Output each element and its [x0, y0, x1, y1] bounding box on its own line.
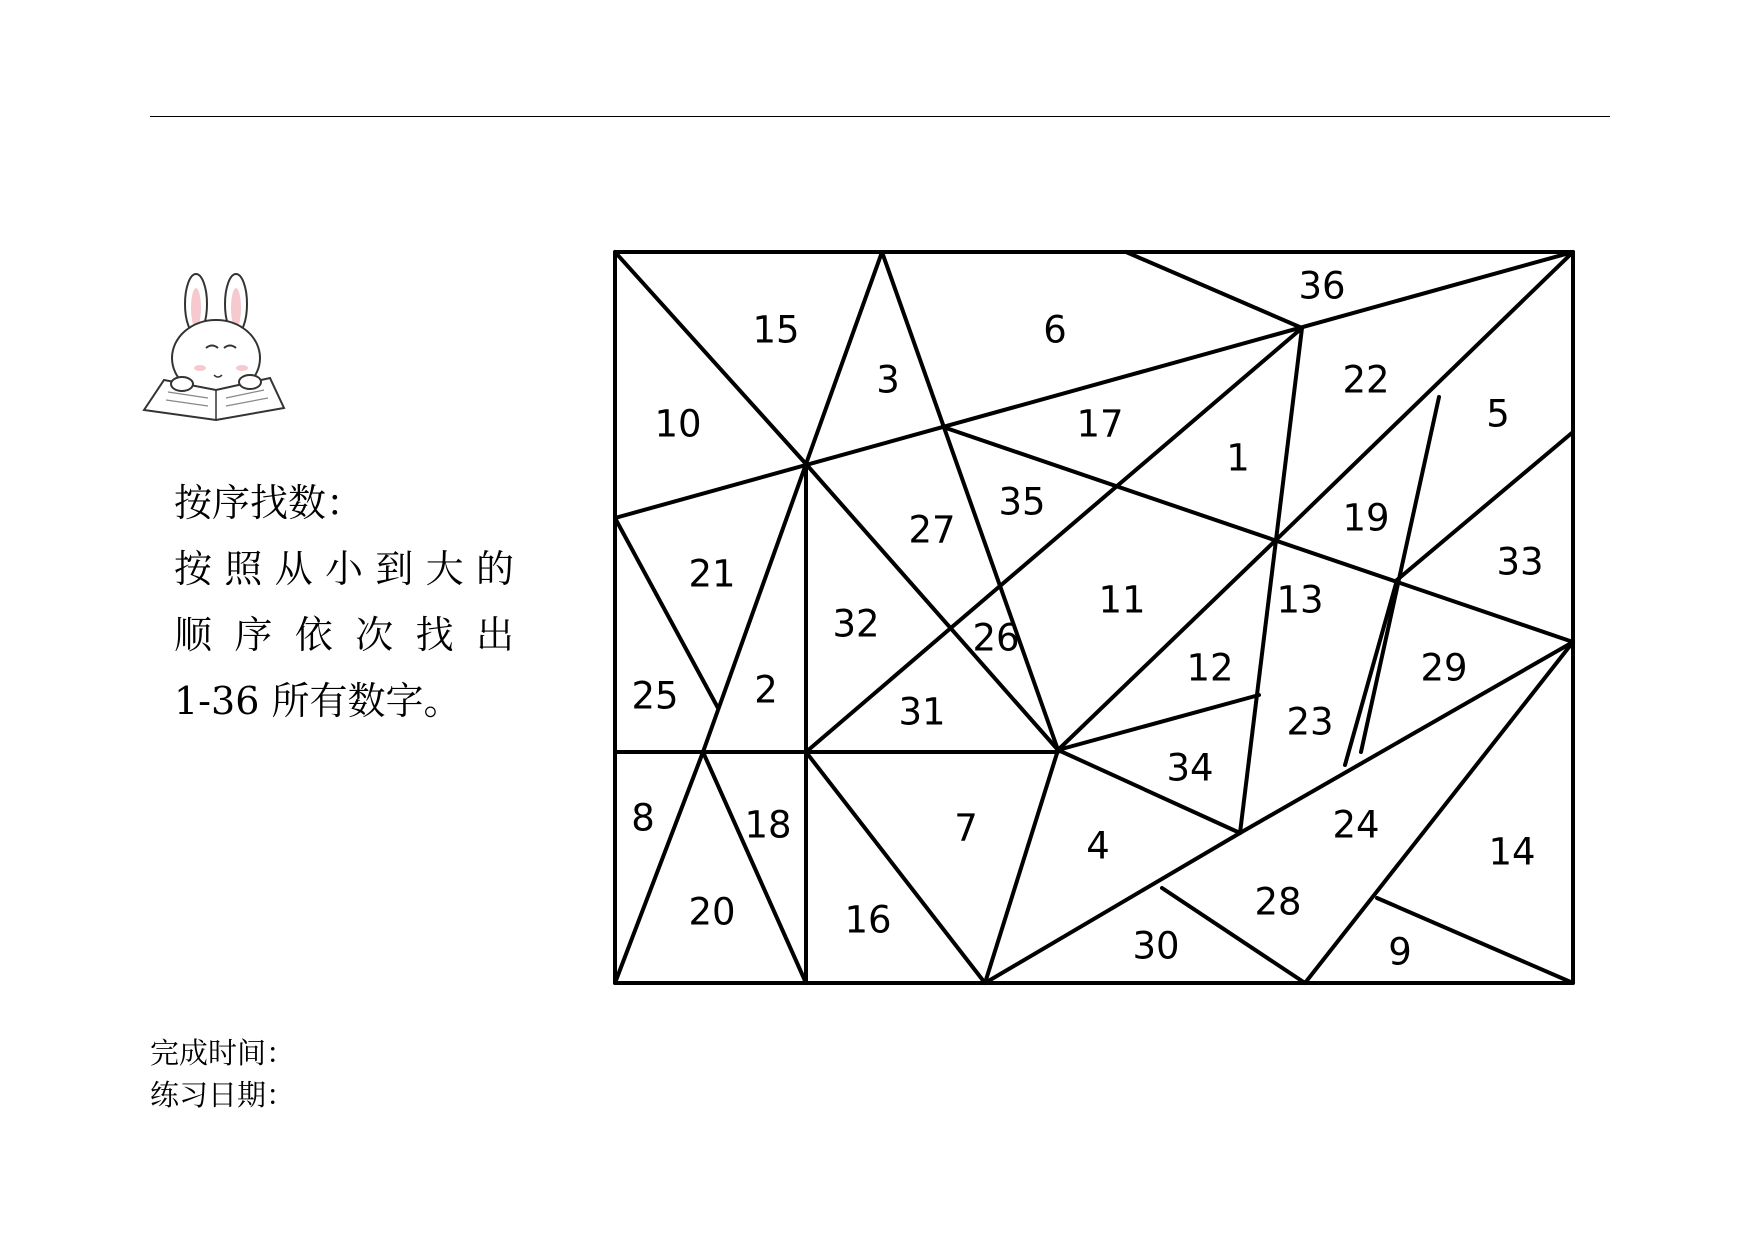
header-rule [150, 116, 1610, 117]
puzzle-number: 9 [1388, 930, 1412, 974]
puzzle-number: 18 [744, 803, 792, 847]
bunny-reading-icon [138, 262, 298, 427]
puzzle-lines [615, 252, 1573, 983]
puzzle-number: 31 [898, 690, 946, 734]
instructions-title: 按序找数： [174, 481, 365, 525]
footer [150, 1032, 295, 1116]
puzzle-number: 14 [1488, 830, 1536, 874]
puzzle-number: 34 [1166, 746, 1214, 790]
puzzle-numbers [631, 265, 1543, 974]
puzzle-number: 3 [876, 358, 900, 402]
puzzle-number: 29 [1420, 646, 1468, 690]
instructions-line: 顺序依次找出 [174, 613, 514, 657]
completion-time-label: 完成时间： [150, 1036, 296, 1070]
puzzle-number: 20 [688, 890, 736, 934]
puzzle-number: 35 [998, 480, 1046, 524]
puzzle-number: 13 [1276, 578, 1324, 622]
puzzle-number: 12 [1186, 646, 1234, 690]
puzzle-number: 23 [1286, 700, 1334, 744]
puzzle-number: 4 [1086, 824, 1110, 868]
puzzle-number: 25 [631, 674, 679, 718]
puzzle-number: 26 [972, 616, 1020, 660]
instructions-line: 1-36 所有数字。 [174, 679, 462, 723]
puzzle-number: 17 [1076, 402, 1124, 446]
puzzle-number: 24 [1332, 803, 1380, 847]
puzzle-number: 5 [1486, 392, 1510, 436]
puzzle-number: 1 [1226, 436, 1250, 480]
puzzle-number: 7 [954, 806, 978, 850]
puzzle-number: 32 [832, 602, 880, 646]
puzzle-number: 8 [631, 796, 655, 840]
puzzle-number: 33 [1496, 540, 1544, 584]
puzzle-number: 21 [688, 552, 736, 596]
instructions [174, 470, 514, 734]
puzzle-number: 15 [752, 308, 800, 352]
puzzle-number: 28 [1254, 880, 1302, 924]
puzzle-number: 2 [754, 668, 778, 712]
puzzle-number: 36 [1298, 264, 1346, 308]
puzzle-number: 16 [844, 898, 892, 942]
practice-date-label: 练习日期： [150, 1078, 296, 1112]
puzzle-number: 19 [1342, 496, 1390, 540]
puzzle-number: 22 [1342, 358, 1390, 402]
puzzle-number: 27 [908, 508, 956, 552]
puzzle-number: 11 [1098, 578, 1146, 622]
puzzle-number: 10 [654, 402, 702, 446]
puzzle-number: 30 [1132, 924, 1180, 968]
puzzle-number: 6 [1043, 308, 1067, 352]
instructions-line: 按照从小到大的 [174, 547, 514, 591]
